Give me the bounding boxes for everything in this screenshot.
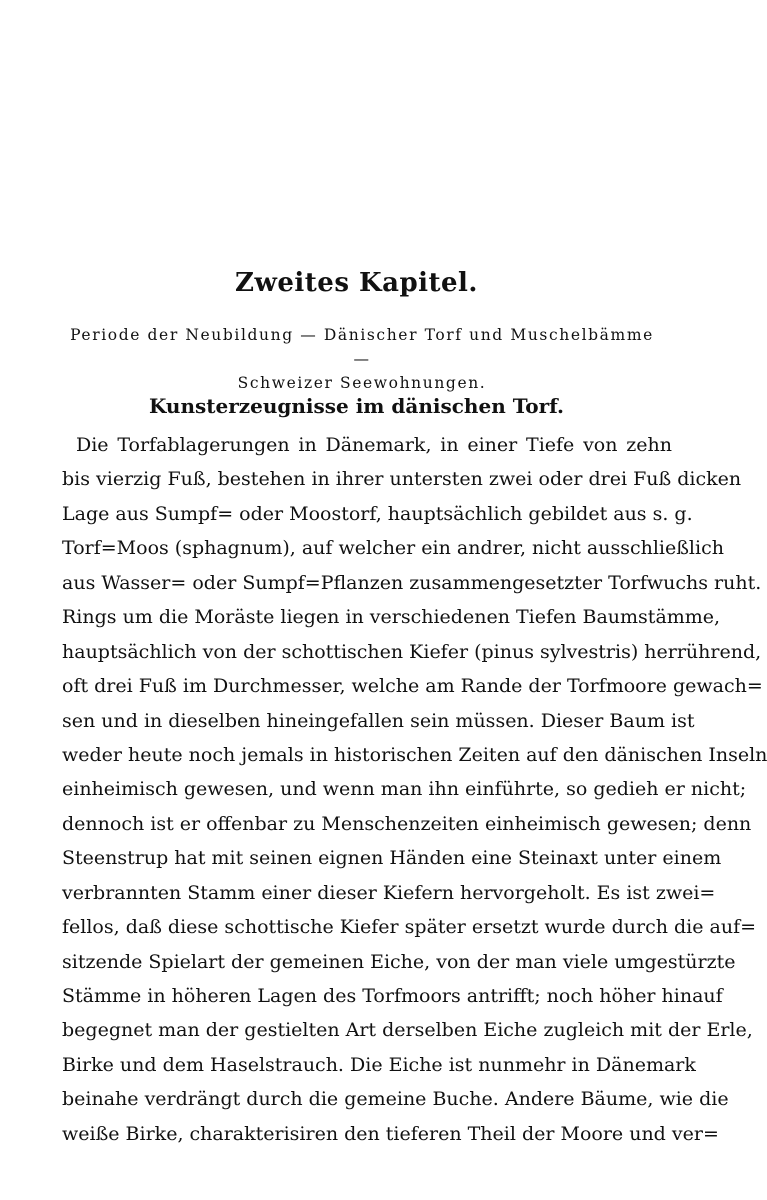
text-line: hauptsächlich von der schottischen Kiefer (pinus sylvestris) herrührend, bbox=[62, 640, 762, 663]
chapter-title: Zweites Kapitel. bbox=[234, 268, 478, 298]
text-line: bis vierzig Fuß, bestehen in ihrer untersten zwei oder drei Fuß dicken bbox=[62, 468, 742, 491]
text-line: begegnet man der gestielten Art derselben Eiche zugleich mit der Erle, bbox=[62, 1019, 753, 1042]
text-line: Steenstrup hat mit seinen eignen Händen eine Steinaxt unter einem bbox=[62, 847, 722, 870]
text-line: Torf=Moos (sphagnum), auf welcher ein andrer, nicht ausschließlich bbox=[62, 537, 724, 560]
text-line: beinahe verdrängt durch die gemeine Buche. Andere Bäume, wie die bbox=[62, 1088, 729, 1111]
text-line: Birke und dem Haselstrauch. Die Eiche ist nunmehr in Dänemark bbox=[62, 1053, 696, 1076]
text-line: sitzende Spielart der gemeinen Eiche, von der man viele umgestürzte bbox=[62, 950, 736, 973]
text-line: fellos, daß diese schottische Kiefer später ersetzt wurde durch die auf= bbox=[62, 916, 757, 939]
text-line: dennoch ist er offenbar zu Menschenzeiten einheimisch gewesen; denn bbox=[62, 812, 752, 835]
chapter-summary bbox=[62, 323, 662, 395]
text-line: sen und in dieselben hineingefallen sein müssen. Dieser Baum ist bbox=[62, 709, 695, 732]
chapter-summary-line-1: Periode der Neubildung — Dänischer Torf und Muschelbämme — bbox=[70, 326, 654, 368]
chapter-summary-line-2: Schweizer Seewohnungen. bbox=[237, 374, 487, 392]
text-line: oft drei Fuß im Durchmesser, welche am Rande der Torfmoore gewach= bbox=[62, 675, 763, 698]
text-line: Die Torfablagerungen in Dänemark, in einer Tiefe von zehn bbox=[76, 434, 672, 456]
text-line: Lage aus Sumpf= oder Moostorf, hauptsächlich gebildet aus s. g. bbox=[62, 502, 693, 525]
text-line: weder heute noch jemals in historischen Zeiten auf den dänischen Inseln bbox=[62, 743, 767, 766]
section-title: Kunsterzeugnisse im dänischen Torf. bbox=[148, 394, 565, 418]
text-line: verbrannten Stamm einer dieser Kiefern hervorgeholt. Es ist zwei= bbox=[62, 881, 716, 904]
text-line: aus Wasser= oder Sumpf=Pflanzen zusammengesetzter Torfwuchs ruht. bbox=[62, 571, 762, 594]
text-line: Rings um die Moräste liegen in verschiedenen Tiefen Baumstämme, bbox=[62, 606, 721, 629]
text-line: weiße Birke, charakterisiren den tieferen Theil der Moore und ver= bbox=[62, 1122, 719, 1145]
text-line: Stämme in höheren Lagen des Torfmoors antrifft; noch höher hinauf bbox=[62, 985, 723, 1007]
text-line: einheimisch gewesen, und wenn man ihn einführte, so gedieh er nicht; bbox=[62, 778, 747, 801]
body-text bbox=[62, 428, 767, 1151]
